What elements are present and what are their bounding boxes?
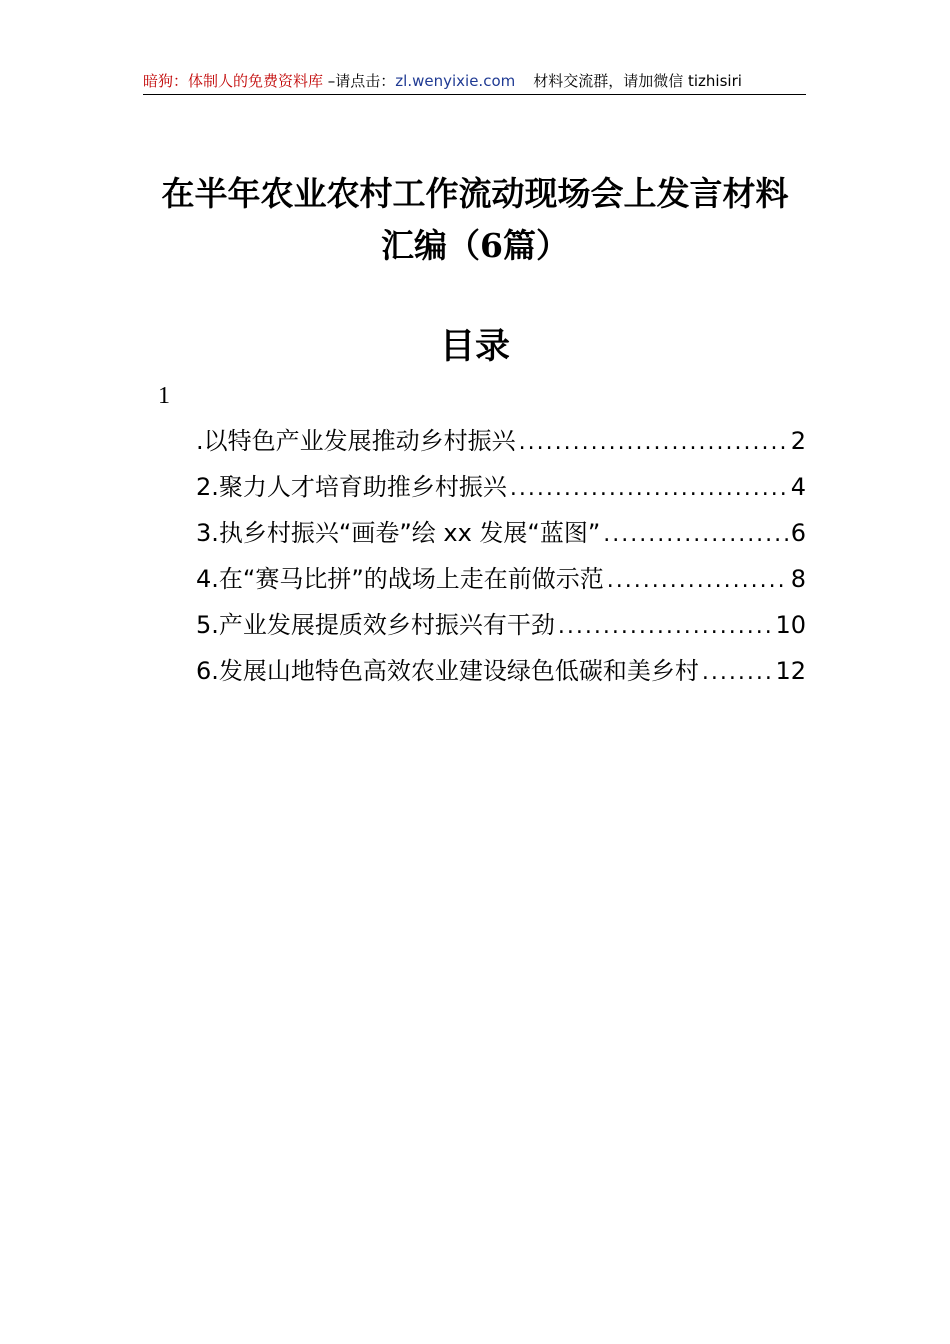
toc-item-page: 2 <box>790 427 806 455</box>
toc-dot-leader <box>603 512 787 558</box>
header-contact: 材料交流群，请加微信 tizhisiri <box>533 72 742 90</box>
toc-item[interactable] <box>196 510 806 556</box>
toc-heading: 目录 <box>439 326 510 367</box>
toc-item-title: 2.聚力人才培育助推乡村振兴 <box>196 473 507 501</box>
toc-dot-leader <box>510 466 788 512</box>
toc-item[interactable] <box>196 418 806 464</box>
toc-item-page: 4 <box>790 473 806 501</box>
toc-item[interactable] <box>196 464 806 510</box>
toc-item-page: 6 <box>790 519 806 547</box>
toc-item[interactable] <box>196 648 806 694</box>
toc-dot-leader <box>702 650 773 696</box>
toc-stray-number: 1 <box>158 383 170 409</box>
toc-item-title: 6.发展山地特色高效农业建设绿色低碳和美乡村 <box>196 657 699 685</box>
toc-item-title: 5.产业发展提质效乡村振兴有干劲 <box>196 611 555 639</box>
toc-item-title: .以特色产业发展推动乡村振兴 <box>196 427 516 455</box>
toc-dot-leader <box>519 420 788 466</box>
toc-item[interactable] <box>196 602 806 648</box>
toc-item-page: 12 <box>775 657 806 685</box>
toc-item[interactable] <box>196 556 806 602</box>
document-title: 在半年农业农村工作流动现场会上发言材料汇编（6篇） <box>161 174 789 265</box>
table-of-contents <box>196 418 806 694</box>
page-header <box>143 68 806 95</box>
header-url-link[interactable]: zl.wenyixie.com <box>395 72 516 90</box>
toc-item-title: 4.在“赛马比拼”的战场上走在前做示范 <box>196 565 604 593</box>
toc-item-page: 10 <box>775 611 806 639</box>
toc-dot-leader <box>558 604 773 650</box>
toc-item-title: 3.执乡村振兴“画卷”绘 xx 发展“蓝图” <box>196 519 601 547</box>
toc-item-page: 8 <box>790 565 806 593</box>
header-prompt: –请点击： <box>323 72 396 90</box>
toc-dot-leader <box>607 558 788 604</box>
header-brand: 暗狗：体制人的免费资料库 <box>143 72 324 90</box>
